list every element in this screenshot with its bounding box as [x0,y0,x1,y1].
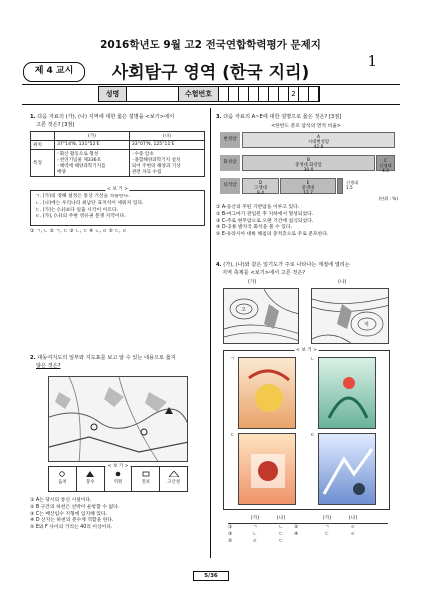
map-label-na: (나) [338,280,347,285]
question-3: 3. 다음 자료의 A~E에 대한 설명으로 옳은 것은? [3점] [216,114,342,120]
weather-map-na [311,288,389,344]
unit-note: (단위 : %) [378,196,398,201]
segment-c: C 신생대 4.3 [376,155,395,171]
poster-label-1: ㄱ [230,357,235,362]
segment-f-label: 신생대 1.5 [346,180,359,190]
exam-no-label: 수험번호 [179,87,219,101]
poster-1 [238,357,296,429]
segment-b: B 중생대 화강암 30.0 [242,155,375,171]
header-rule [22,84,400,85]
q1-choice-box: < 보 기 > ㄱ. (가)의 영해 설정은 통상 기선을 적용한다. ㄴ. (나)에는 우리나라 최남단 표지석이 세워져 있다. ㄷ. (가)는 (나)보다 일출 시각이 이르다. ㄹ. (가), (나)의 주변 영유권 분쟁 지역이다. [30,190,205,226]
row-label-metamorphic: 변성암 [220,132,240,148]
q3-chart-title: <한반도 분포 암석의 면적 비율> [271,124,341,129]
name-label: 성명 [99,87,127,101]
name-field[interactable] [127,87,179,101]
subject-title: 사회탐구 영역 (한국 지리) [111,63,310,83]
page-footer: 5/36 [193,571,229,581]
legend-station: 역원 [105,467,133,491]
segment-a: A 시대변성암 42.6 [242,132,395,148]
poster-3 [238,433,296,505]
poster-label-4: ㄹ [310,433,315,438]
legend-fortress: 고산성 [160,467,187,491]
segment-d: D 고생대 8.4 [242,178,279,194]
poster-label-2: ㄴ [310,357,315,362]
question-2: 2. 대동여지도의 일부와 지도표를 보고 알 수 있는 내용으로 옳지 않은 것은? [30,355,176,369]
q1-answers[interactable]: ① ㄱ, ㄴ ② ㄱ, ㄷ ③ ㄴ, ㄷ ④ ㄴ, ㄹ ⑤ ㄷ, ㄹ [30,229,127,234]
row-label-igneous: 화성암 [220,155,240,171]
svg-text:저: 저 [364,322,369,328]
q2-legend: < 보 기 > 읍치 봉수 역원 진보 고산성 [48,466,188,492]
legend-garrison: 진보 [132,467,160,491]
q2-old-map [48,376,188,462]
svg-text:고: 고 [241,307,246,313]
segment-e: E 중생대 12.7 [280,178,336,194]
row-label-sedimentary: 퇴적암 [220,178,240,194]
exam-no-cells[interactable] [219,87,319,101]
segment-f [337,178,343,194]
q2-options[interactable]: ① A는 당시의 통신 시설이다. ② B 구간의 하천은 선박이 운항할 수 없다. ③ C는 배산임수 지형에 입지해 있다. ④ D 산지는 하천의 분수계 역할을 한다. ⑤ E와 F 사이의 거리는 40리 이상이다. [30,498,120,531]
student-info-bar [98,86,320,102]
header-rule-bottom [22,104,400,105]
poster-2 [318,357,376,429]
question-1: 1. 다음 자료의 (가), (나) 지역에 대한 옳은 설명을 <보기>에서 고른 것은? [3점] [30,114,175,128]
page-number: 1 [367,52,377,70]
period-badge: 제 4 교시 [23,62,85,82]
weather-map-ga [223,288,299,344]
legend-town: 읍치 [49,467,77,491]
column-divider [210,108,211,558]
q4-poster-box: < 보 기 > ㄱ ㄴ ㄷ ㄹ [223,350,390,510]
exam-title: 2016학년도 9월 고2 전국연합학력평가 문제지 [100,39,321,51]
poster-label-3: ㄷ [230,433,235,438]
poster-4 [318,433,376,505]
q3-options[interactable]: ① A-동산의 주된 기반암을 이루고 있다. ② B-마그마가 관입된 후 지하에서 형성되었다. ③ C-주로 현무암으로 오랜 기간에 침식되었다. ④ D-공룡 발자국 화석을 볼 수 있다. ⑤ E-유라시아 대륙 해침의 충적층으로 주로 분포한다. [216,205,329,238]
q3-rock-chart [220,132,398,202]
q4-answer-grid[interactable]: (가) (나) (가) (나) ① ㄱ ㄴ ② ㄱ ㄹ ③ ㄴ ㄷ ④ ㄷ ㄹ ⑤ ㄹ ㄷ [228,515,388,545]
q1-info-table: (가) (나) 위치 37°14'N, 131°52'E 33°07'N, 125°11'E 특징 ◦화산 활동으로 형성 ◦천연기념물 제336호 ◦해역에 해양과학기지를 배양 ◦수중 암초 ◦종합해양과학기지 설치 되어 주변의 해양과 기상 관련 자료 수집 [30,131,205,177]
exam-no-digit: 2 [289,87,299,101]
question-4: 4. (가), (나)와 같은 일기도가 주로 나타나는 계절에 열리는 지역 축제를 <보기>에서 고른 것은? [216,262,350,276]
map-label-ga: (가) [248,280,257,285]
legend-beacon: 봉수 [77,467,105,491]
